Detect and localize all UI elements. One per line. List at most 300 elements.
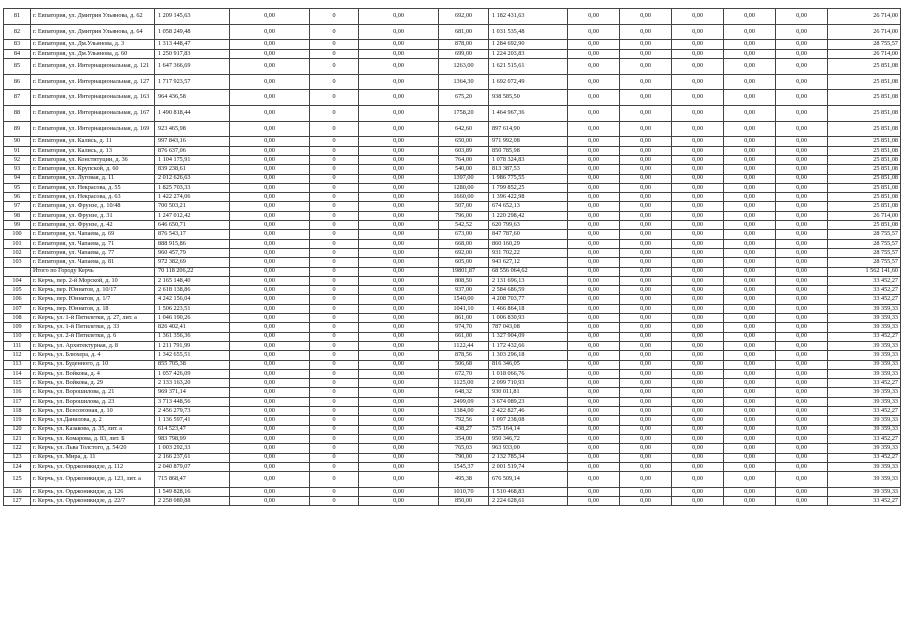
cell-row-number: 109 — [4, 323, 31, 332]
cell-col-11: 0,00 — [776, 332, 828, 341]
cell-col-6: 850 785,98 — [489, 146, 568, 155]
cell-col-11: 0,00 — [776, 304, 828, 313]
cell-col-2: 0,00 — [230, 9, 310, 25]
cell-col-12: 28 755,57 — [828, 248, 901, 257]
cell-address: г. Керчь, ул. Войкова, д. 4 — [31, 369, 155, 378]
cell-col-4: 0,00 — [359, 221, 439, 230]
cell-area: 1758,20 — [439, 106, 489, 122]
table-row — [4, 286, 901, 295]
cell-area: 2499,09 — [439, 397, 489, 406]
cell-col-11: 0,00 — [776, 472, 828, 488]
cell-col-8: 0,00 — [620, 425, 672, 434]
table-row — [4, 425, 901, 434]
cell-col-11: 0,00 — [776, 40, 828, 49]
cell-col-7: 0,00 — [568, 416, 620, 425]
cell-col-12: 25 851,08 — [828, 74, 901, 90]
cell-col-3: 0 — [310, 267, 359, 276]
cell-address: г. Керчь, ул. 2-й Пятилетки, д. 6 — [31, 332, 155, 341]
cell-col-12: 33 452,27 — [828, 453, 901, 462]
cell-col-9: 0,00 — [672, 58, 724, 74]
cell-col-12: 33 452,27 — [828, 434, 901, 443]
cell-col-8: 0,00 — [620, 434, 672, 443]
cell-col-12: 39 359,33 — [828, 314, 901, 323]
cell-col-4: 0,00 — [359, 407, 439, 416]
cell-row-number: 94 — [4, 174, 31, 183]
cell-col-2: 0,00 — [230, 106, 310, 122]
cell-col-12: 25 851,08 — [828, 165, 901, 174]
table-row — [4, 295, 901, 304]
cell-col-4: 0,00 — [359, 165, 439, 174]
table-row — [4, 24, 901, 40]
table-row — [4, 314, 901, 323]
cell-col-4: 0,00 — [359, 121, 439, 137]
cell-total-cost: 1 361 356,36 — [155, 332, 230, 341]
cell-row-number: 85 — [4, 58, 31, 74]
cell-area: 506,68 — [439, 360, 489, 369]
cell-col-12: 28 755,57 — [828, 40, 901, 49]
cell-area: 661,00 — [439, 332, 489, 341]
cell-col-7: 0,00 — [568, 332, 620, 341]
cell-col-3: 0 — [310, 407, 359, 416]
cell-col-2: 0,00 — [230, 248, 310, 257]
cell-total-cost: 1 313 448,47 — [155, 40, 230, 49]
cell-col-6: 1 986 775,55 — [489, 174, 568, 183]
cell-address: г. Керчь, ул. Льва Толстого, д. 54/20 — [31, 444, 155, 453]
cell-col-4: 0,00 — [359, 24, 439, 40]
cell-col-2: 0,00 — [230, 341, 310, 350]
cell-col-3: 0 — [310, 360, 359, 369]
cell-total-cost: 923 465,98 — [155, 121, 230, 137]
cell-col-11: 0,00 — [776, 397, 828, 406]
cell-col-4: 0,00 — [359, 239, 439, 248]
cell-col-8: 0,00 — [620, 211, 672, 220]
cell-col-3: 0 — [310, 90, 359, 106]
cell-col-10: 0,00 — [724, 444, 776, 453]
cell-address: г. Евпатория, ул. Дм.Ульянова, д. 60 — [31, 49, 155, 58]
cell-col-7: 0,00 — [568, 462, 620, 471]
cell-row-number: 122 — [4, 444, 31, 453]
cell-col-8: 0,00 — [620, 304, 672, 313]
cell-col-9: 0,00 — [672, 379, 724, 388]
cell-col-8: 0,00 — [620, 106, 672, 122]
cell-col-12: 25 851,08 — [828, 193, 901, 202]
cell-col-4: 0,00 — [359, 369, 439, 378]
cell-address: г. Керчь, ул. Ворошилова, д. 23 — [31, 397, 155, 406]
cell-area: 438,27 — [439, 425, 489, 434]
cell-total-cost: 1 549 828,16 — [155, 487, 230, 496]
cell-col-11: 0,00 — [776, 497, 828, 506]
cell-total-cost: 2 040 879,07 — [155, 462, 230, 471]
cell-col-11: 0,00 — [776, 221, 828, 230]
cell-area: 540,00 — [439, 165, 489, 174]
cell-col-7: 0,00 — [568, 230, 620, 239]
cell-col-7: 0,00 — [568, 444, 620, 453]
cell-col-2: 0,00 — [230, 24, 310, 40]
cell-address: г. Керчь, пер. Юннатов, д. 18 — [31, 304, 155, 313]
cell-col-10: 0,00 — [724, 295, 776, 304]
cell-address: г. Евпатория, ул. Интернациональная, д. 121 — [31, 58, 155, 74]
cell-col-7: 0,00 — [568, 341, 620, 350]
cell-address: г. Евпатория, ул. Чапаева, д. 69 — [31, 230, 155, 239]
cell-col-12: 39 359,33 — [828, 416, 901, 425]
cell-total-cost: 972 382,69 — [155, 258, 230, 267]
cell-col-4: 0,00 — [359, 146, 439, 155]
cell-col-7: 0,00 — [568, 407, 620, 416]
cell-total-cost: 70 118 206,22 — [155, 267, 230, 276]
cell-col-9: 0,00 — [672, 156, 724, 165]
cell-col-8: 0,00 — [620, 453, 672, 462]
cell-address: г. Евпатория, ул. Некрасова, д. 55 — [31, 183, 155, 192]
cell-total-cost: 1 422 274,06 — [155, 193, 230, 202]
cell-col-11: 0,00 — [776, 276, 828, 285]
cell-col-8: 0,00 — [620, 156, 672, 165]
cell-col-2: 0,00 — [230, 388, 310, 397]
cell-col-8: 0,00 — [620, 267, 672, 276]
cell-col-8: 0,00 — [620, 397, 672, 406]
cell-col-2: 0,00 — [230, 397, 310, 406]
cell-total-cost: 3 713 448,56 — [155, 397, 230, 406]
table-row — [4, 221, 901, 230]
cell-col-7: 0,00 — [568, 193, 620, 202]
cell-total-cost: 1 717 923,57 — [155, 74, 230, 90]
cell-col-11: 0,00 — [776, 193, 828, 202]
cell-col-4: 0,00 — [359, 267, 439, 276]
cell-row-number: 117 — [4, 397, 31, 406]
table-row — [4, 40, 901, 49]
table-row — [4, 407, 901, 416]
cell-col-3: 0 — [310, 369, 359, 378]
table-row — [4, 267, 901, 276]
cell-total-cost: 1 490 818,44 — [155, 106, 230, 122]
cell-col-12: 33 452,27 — [828, 497, 901, 506]
cell-col-3: 0 — [310, 425, 359, 434]
cell-col-3: 0 — [310, 230, 359, 239]
cell-col-10: 0,00 — [724, 323, 776, 332]
cell-col-4: 0,00 — [359, 193, 439, 202]
cell-col-2: 0,00 — [230, 472, 310, 488]
cell-col-12: 26 714,00 — [828, 211, 901, 220]
cell-col-2: 0,00 — [230, 295, 310, 304]
cell-address: г. Евпатория, ул. Интернациональная, д. 163 — [31, 90, 155, 106]
cell-col-6: 2 131 696,13 — [489, 276, 568, 285]
cell-col-6: 897 614,90 — [489, 121, 568, 137]
cell-address: г. Керчь, ул. Орджоникидзе, д. 112 — [31, 462, 155, 471]
cell-col-6: 1 284 692,90 — [489, 40, 568, 49]
cell-col-10: 0,00 — [724, 248, 776, 257]
cell-col-10: 0,00 — [724, 258, 776, 267]
cell-col-9: 0,00 — [672, 472, 724, 488]
cell-total-cost: 4 242 156,04 — [155, 295, 230, 304]
cell-col-6: 3 674 089,23 — [489, 397, 568, 406]
cell-col-2: 0,00 — [230, 211, 310, 220]
cell-col-6: 1 466 864,18 — [489, 304, 568, 313]
cell-col-4: 0,00 — [359, 276, 439, 285]
cell-col-6: 676 509,14 — [489, 472, 568, 488]
cell-row-number: 103 — [4, 258, 31, 267]
cell-col-8: 0,00 — [620, 388, 672, 397]
cell-col-6: 4 208 703,77 — [489, 295, 568, 304]
cell-col-3: 0 — [310, 497, 359, 506]
table-row — [4, 165, 901, 174]
cell-total-cost: 983 798,99 — [155, 434, 230, 443]
cell-total-cost: 1 104 175,91 — [155, 156, 230, 165]
cell-area: 1122,44 — [439, 341, 489, 350]
cell-total-cost: 2 165 148,40 — [155, 276, 230, 285]
cell-row-number: 112 — [4, 351, 31, 360]
cell-col-11: 0,00 — [776, 267, 828, 276]
cell-row-number: 125 — [4, 472, 31, 488]
cell-col-9: 0,00 — [672, 146, 724, 155]
cell-col-10: 0,00 — [724, 487, 776, 496]
cell-col-3: 0 — [310, 193, 359, 202]
cell-col-9: 0,00 — [672, 40, 724, 49]
cell-col-8: 0,00 — [620, 24, 672, 40]
cell-total-cost: 2 012 626,63 — [155, 174, 230, 183]
cell-col-6: 2 584 686,59 — [489, 286, 568, 295]
cell-row-number: 84 — [4, 49, 31, 58]
cell-col-9: 0,00 — [672, 332, 724, 341]
cell-col-2: 0,00 — [230, 369, 310, 378]
cell-col-9: 0,00 — [672, 221, 724, 230]
cell-col-11: 0,00 — [776, 341, 828, 350]
table-row — [4, 193, 901, 202]
cell-col-4: 0,00 — [359, 388, 439, 397]
cell-area: 1397,00 — [439, 174, 489, 183]
cell-col-7: 0,00 — [568, 323, 620, 332]
cell-col-3: 0 — [310, 49, 359, 58]
cell-col-3: 0 — [310, 239, 359, 248]
cell-col-4: 0,00 — [359, 106, 439, 122]
cell-row-number: 90 — [4, 137, 31, 146]
cell-area: 668,00 — [439, 239, 489, 248]
cell-area: 19801,87 — [439, 267, 489, 276]
cell-col-2: 0,00 — [230, 453, 310, 462]
cell-col-4: 0,00 — [359, 9, 439, 25]
cell-col-10: 0,00 — [724, 74, 776, 90]
cell-col-9: 0,00 — [672, 425, 724, 434]
cell-col-2: 0,00 — [230, 407, 310, 416]
cell-col-11: 0,00 — [776, 314, 828, 323]
cell-address: г. Евпатория, ул. Чапаева, д. 71 — [31, 239, 155, 248]
table-row — [4, 258, 901, 267]
cell-col-12: 39 359,33 — [828, 360, 901, 369]
cell-col-4: 0,00 — [359, 434, 439, 443]
cell-row-number: 91 — [4, 146, 31, 155]
cell-col-9: 0,00 — [672, 434, 724, 443]
cell-address: г. Керчь, ул. Всесоюзная, д. 10 — [31, 407, 155, 416]
cell-area: 808,50 — [439, 276, 489, 285]
cell-col-12: 26 714,00 — [828, 49, 901, 58]
cell-col-12: 33 452,27 — [828, 332, 901, 341]
cell-col-6: 68 556 064,62 — [489, 267, 568, 276]
cell-col-10: 0,00 — [724, 276, 776, 285]
cell-col-7: 0,00 — [568, 90, 620, 106]
cell-total-cost: 969 371,14 — [155, 388, 230, 397]
cell-col-12: 39 359,33 — [828, 472, 901, 488]
cell-col-2: 0,00 — [230, 137, 310, 146]
cell-col-4: 0,00 — [359, 40, 439, 49]
cell-row-number: 89 — [4, 121, 31, 137]
cell-col-10: 0,00 — [724, 497, 776, 506]
cell-row-number: 120 — [4, 425, 31, 434]
cell-col-11: 0,00 — [776, 137, 828, 146]
cell-col-7: 0,00 — [568, 137, 620, 146]
cell-col-7: 0,00 — [568, 453, 620, 462]
cell-col-7: 0,00 — [568, 286, 620, 295]
cell-col-10: 0,00 — [724, 174, 776, 183]
cell-col-10: 0,00 — [724, 58, 776, 74]
cell-col-7: 0,00 — [568, 487, 620, 496]
cell-col-3: 0 — [310, 211, 359, 220]
cell-col-10: 0,00 — [724, 183, 776, 192]
cell-total-cost: 1 825 703,33 — [155, 183, 230, 192]
table-row — [4, 444, 901, 453]
cell-col-3: 0 — [310, 106, 359, 122]
cell-col-12: 25 851,08 — [828, 183, 901, 192]
cell-col-6: 813 387,53 — [489, 165, 568, 174]
table-row — [4, 304, 901, 313]
cell-col-2: 0,00 — [230, 183, 310, 192]
cell-col-11: 0,00 — [776, 388, 828, 397]
cell-col-4: 0,00 — [359, 211, 439, 220]
cell-col-3: 0 — [310, 58, 359, 74]
cell-col-11: 0,00 — [776, 74, 828, 90]
table-row — [4, 239, 901, 248]
cell-col-3: 0 — [310, 276, 359, 285]
table-row — [4, 248, 901, 257]
table-row — [4, 487, 901, 496]
cell-address: г. Керчь, ул. Архитектурная, д. 8 — [31, 341, 155, 350]
cell-row-number: 114 — [4, 369, 31, 378]
table-row — [4, 416, 901, 425]
cell-col-6: 1 692 072,49 — [489, 74, 568, 90]
cell-col-2: 0,00 — [230, 193, 310, 202]
cell-address: г. Евпатория, ул. Фрунзе, д. 10/48 — [31, 202, 155, 211]
cell-col-7: 0,00 — [568, 239, 620, 248]
cell-area: 796,00 — [439, 211, 489, 220]
cell-col-3: 0 — [310, 137, 359, 146]
cell-col-2: 0,00 — [230, 58, 310, 74]
cell-row-number: 104 — [4, 276, 31, 285]
cell-col-7: 0,00 — [568, 9, 620, 25]
cell-col-10: 0,00 — [724, 106, 776, 122]
cell-col-6: 1 097 238,08 — [489, 416, 568, 425]
cell-col-9: 0,00 — [672, 49, 724, 58]
cell-col-9: 0,00 — [672, 351, 724, 360]
cell-col-10: 0,00 — [724, 397, 776, 406]
cell-address: г. Евпатория, ул. Некрасова, д. 63 — [31, 193, 155, 202]
cell-col-4: 0,00 — [359, 416, 439, 425]
cell-address: г. Керчь, ул. Орджоникидзе, д. 126 — [31, 487, 155, 496]
cell-col-9: 0,00 — [672, 341, 724, 350]
cell-col-7: 0,00 — [568, 369, 620, 378]
cell-col-4: 0,00 — [359, 323, 439, 332]
cell-col-9: 0,00 — [672, 121, 724, 137]
cell-area: 1660,00 — [439, 193, 489, 202]
cell-area: 1041,10 — [439, 304, 489, 313]
cell-area: 1010,70 — [439, 487, 489, 496]
cell-row-number: 82 — [4, 24, 31, 40]
table-row — [4, 388, 901, 397]
table-row — [4, 49, 901, 58]
cell-col-2: 0,00 — [230, 40, 310, 49]
cell-col-6: 860 160,29 — [489, 239, 568, 248]
cell-area: 764,00 — [439, 156, 489, 165]
table-row — [4, 369, 901, 378]
cell-col-3: 0 — [310, 121, 359, 137]
cell-address: г. Керчь, ул. Казакова, д. 35, лит. а — [31, 425, 155, 434]
cell-col-4: 0,00 — [359, 453, 439, 462]
cell-col-12: 26 714,00 — [828, 9, 901, 25]
cell-col-6: 816 346,05 — [489, 360, 568, 369]
cell-row-number: 110 — [4, 332, 31, 341]
cell-address: г. Керчь, ул.Данилова, д. 2 — [31, 416, 155, 425]
cell-col-12: 33 452,27 — [828, 286, 901, 295]
cell-col-10: 0,00 — [724, 24, 776, 40]
cell-col-7: 0,00 — [568, 497, 620, 506]
cell-col-9: 0,00 — [672, 183, 724, 192]
cell-col-8: 0,00 — [620, 9, 672, 25]
cell-col-3: 0 — [310, 174, 359, 183]
cell-col-8: 0,00 — [620, 341, 672, 350]
cell-col-11: 0,00 — [776, 360, 828, 369]
cell-col-7: 0,00 — [568, 40, 620, 49]
cell-col-12: 39 359,33 — [828, 487, 901, 496]
cell-col-4: 0,00 — [359, 137, 439, 146]
cell-col-9: 0,00 — [672, 267, 724, 276]
cell-total-cost: 1 046 190,26 — [155, 314, 230, 323]
cell-row-number: 87 — [4, 90, 31, 106]
cell-total-cost: 2 166 237,61 — [155, 453, 230, 462]
cell-row-number: 115 — [4, 379, 31, 388]
cell-area: 1263,00 — [439, 58, 489, 74]
cell-col-11: 0,00 — [776, 487, 828, 496]
cell-address: г. Керчь, ул. Комарова, д. 83, лит. Б — [31, 434, 155, 443]
cell-col-12: 39 359,33 — [828, 388, 901, 397]
cell-col-10: 0,00 — [724, 221, 776, 230]
cell-address: г. Керчь, ул. Орджоникидзе, д. 123, лит. а — [31, 472, 155, 488]
cell-col-4: 0,00 — [359, 341, 439, 350]
cell-col-12: 25 851,08 — [828, 137, 901, 146]
cell-row-number: 105 — [4, 286, 31, 295]
cell-area: 681,00 — [439, 24, 489, 40]
cell-col-9: 0,00 — [672, 453, 724, 462]
cell-col-4: 0,00 — [359, 74, 439, 90]
cell-col-10: 0,00 — [724, 49, 776, 58]
cell-col-12: 25 851,08 — [828, 90, 901, 106]
cell-col-10: 0,00 — [724, 314, 776, 323]
cell-col-2: 0,00 — [230, 165, 310, 174]
cell-total-cost: 997 843,16 — [155, 137, 230, 146]
table-row — [4, 434, 901, 443]
cell-col-12: 33 452,27 — [828, 276, 901, 285]
cell-col-11: 0,00 — [776, 407, 828, 416]
cell-total-cost: 839 238,61 — [155, 165, 230, 174]
cell-col-8: 0,00 — [620, 146, 672, 155]
cell-col-3: 0 — [310, 156, 359, 165]
cell-col-9: 0,00 — [672, 497, 724, 506]
cell-total-cost: 1 209 145,63 — [155, 9, 230, 25]
cell-total-cost: 855 705,38 — [155, 360, 230, 369]
cell-col-3: 0 — [310, 444, 359, 453]
cell-col-9: 0,00 — [672, 369, 724, 378]
cell-area: 672,70 — [439, 369, 489, 378]
cell-col-6: 1 172 432,66 — [489, 341, 568, 350]
cell-col-6: 938 585,50 — [489, 90, 568, 106]
cell-col-3: 0 — [310, 146, 359, 155]
cell-area: 648,32 — [439, 388, 489, 397]
cell-area: 861,00 — [439, 314, 489, 323]
